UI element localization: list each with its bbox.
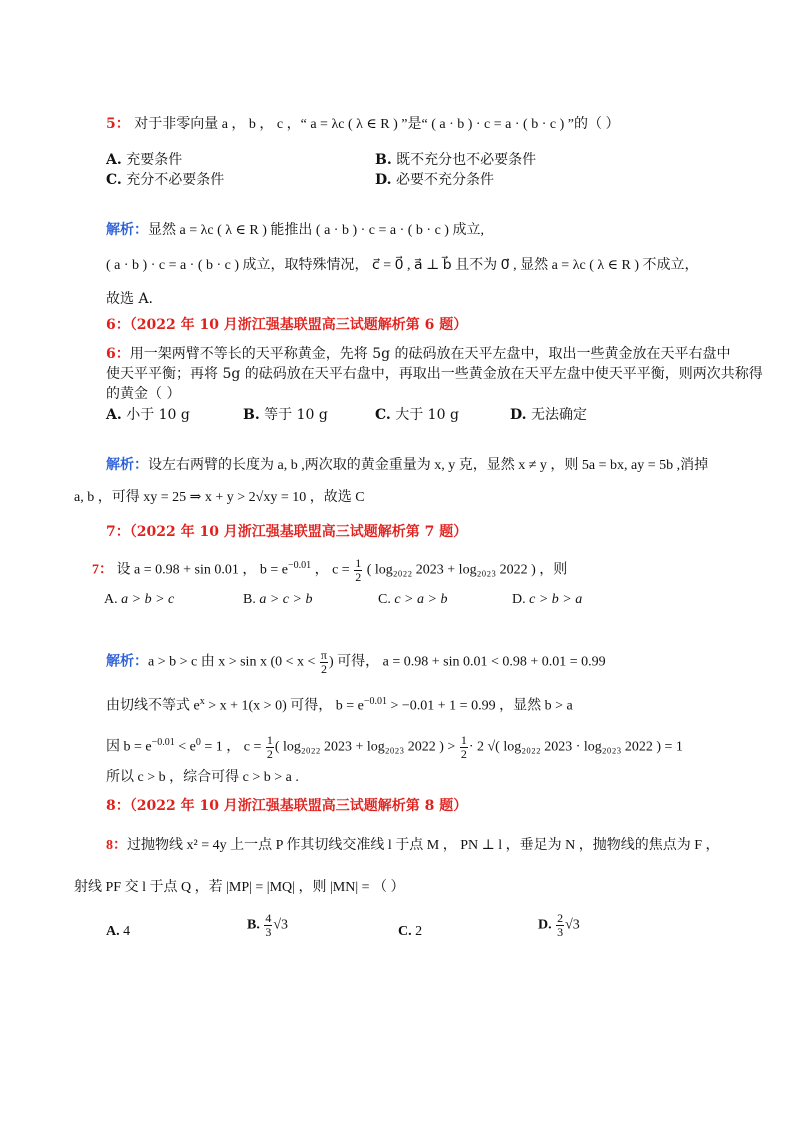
q5-number: 5：: [106, 116, 130, 132]
q7-option-a: A. a > b > c: [104, 592, 175, 607]
q7-source: 7：（2022 年 10 月浙江强基联盟高三试题解析第 7 题）: [106, 524, 468, 540]
q6-analysis-2: a, b ，可得 xy = 25 ⇒ x + y > 2√xy = 10 ，故选 C: [74, 490, 365, 505]
q6-analysis-1: 解析：设左右两臂的长度为 a, b ,两次取的黄金重量为 x, y 克，显然 x ≠ y ，则 5a = bx, ay = 5b ,消掉: [106, 458, 709, 473]
q7-analysis-label: 解析：: [106, 654, 148, 670]
q8-stem-2: 射线 PF 交 l 于点 Q ，若 |MP| = |MQ| ，则 |MN| = （ ）: [74, 880, 405, 895]
q6-option-a: A. 小于 10 g: [106, 407, 190, 423]
q5-conclusion: 故选 A.: [106, 291, 154, 307]
q6-source: 6：（2022 年 10 月浙江强基联盟高三试题解析第 6 题）: [106, 317, 468, 333]
q6-stem-2: 使天平平衡；再将 5g 的砝码放在天平右盘中，再取出一些黄金放在天平左盘中使天平平衡，则两次共称得: [106, 366, 763, 382]
q6-stem-3: 的黄金（ ）: [106, 386, 181, 402]
q8-option-b: B. $\frac{4}{3}$ √3: [247, 911, 289, 939]
q5-option-b: B. 既不充分也不必要条件: [375, 152, 537, 168]
q5-analysis-2: ( a · b ) · c = a · ( b · c ) 成立，取特殊情况， c⃗ = 0⃗ , a⃗ ⊥ b⃗ 且不为 0⃗ , 显然 a = λc ( λ ∈ R ) 不成立，: [106, 258, 699, 273]
q7-analysis-2: 由切线不等式 $e^x > x + 1(x > 0)$ 可得， $b = e^{-0.01} > -0.01 + 1 = 0.99$ ，显然 b > a: [106, 696, 573, 714]
q7-analysis-1: 解析：a > b > c 由 x > sin x (0 < x < $\frac{\pi}{2}$ ) 可得， a = 0.98 + sin 0.01 < 0.98 + 0.01 = 0.99: [106, 648, 606, 676]
q7-analysis-3: 因 $b = e^{-0.01} < e^0 = 1$ ， c = $\frac{1}{2}$ ( log₂₀₂₂ 2023 + log₂₀₂₃ 2022 ) > $\frac{1}{2}$ · 2 √( log₂₀₂₂ 2023 · log₂₀₂₃ 2022 ) = 1: [106, 732, 683, 761]
q5-stem: [106, 114, 619, 135]
q6-option-d: D. 无法确定: [510, 407, 587, 423]
q8-source: 8：（2022 年 10 月浙江强基联盟高三试题解析第 8 题）: [106, 798, 468, 814]
q8-option-c: C. 2: [398, 924, 423, 939]
q6-stem-1: 6：用一架两臂不等长的天平称黄金，先将 5g 的砝码放在天平左盘中，取出一些黄金放在天平右盘中: [106, 346, 731, 362]
q8-option-d: D. $\frac{2}{3}$ √3: [538, 911, 580, 939]
q6-number: 6：: [106, 346, 130, 362]
q8-stem-1: 8：过抛物线 x² = 4y 上一点 P 作其切线交准线 l 于点 M ， PN ⊥ l ，垂足为 N ，抛物线的焦点为 F ，: [106, 838, 720, 853]
q7-number: 7：: [92, 562, 113, 578]
q7-option-d: D. c > b > a: [512, 592, 583, 607]
q6-option-c: C. 大于 10 g: [375, 407, 459, 423]
q7-stem: 7： 设 a = 0.98 + sin 0.01 ， $b = e^{-0.01}$ ， c = $\frac{1}{2}$ ( log₂₀₂₂ 2023 + log₂₀₂₃ 2022 ) ，则: [92, 555, 568, 584]
q8-number: 8：: [106, 838, 127, 853]
q6-option-b: B. 等于 10 g: [243, 407, 328, 423]
q5-option-a: A. 充要条件: [106, 152, 183, 168]
q7-analysis-4: 所以 c > b ，综合可得 c > b > a .: [106, 770, 299, 785]
q5-analysis-1: 解析：显然 a = λc ( λ ∈ R ) 能推出 ( a · b ) · c = a · ( b · c ) 成立,: [106, 223, 484, 238]
q7-option-c: C. c > a > b: [378, 592, 448, 607]
q5-stem-text: 对于非零向量 a ， b ， c ，“ a = λc ( λ ∈ R ) ”是“ ( a · b ) · c = a · ( b · c ) ”的（ ）: [134, 117, 620, 132]
q5-option-c: C. 充分不必要条件: [106, 172, 225, 188]
q6-analysis-label: 解析：: [106, 458, 148, 473]
q5-analysis-label: 解析：: [106, 223, 148, 238]
q5-option-d: D. 必要不充分条件: [375, 172, 494, 188]
q8-option-a: A. 4: [106, 924, 131, 939]
q7-option-b: B. a > c > b: [243, 592, 313, 607]
